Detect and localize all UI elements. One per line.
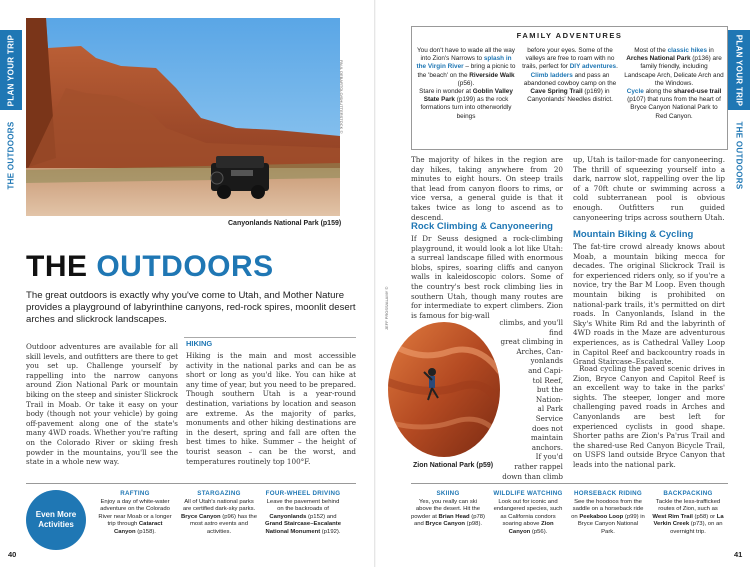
page-number-right: 41 xyxy=(734,550,743,559)
wrap-line: anchors. xyxy=(531,442,563,452)
photo-credit: PAUL DEBARTOLO/SHUTTERSTOCK © xyxy=(339,60,344,134)
title-word-the: THE xyxy=(26,250,88,283)
activity-wildlife-watching xyxy=(491,490,565,537)
activity-text: Tackle the less-trafficked routes of Zion, such as West Rim Trail (p58) or La Verkin Creek (p73), on an overnight trip. xyxy=(652,498,724,535)
wrap-line: If you'd xyxy=(535,452,563,462)
canyonlands-photo-image xyxy=(26,18,340,216)
rock-climbing-wrap-text xyxy=(495,318,563,481)
link-classic-hikes[interactable]: classic hikes xyxy=(667,47,708,54)
title-word-outdoors: OUTDOORS xyxy=(96,250,274,283)
family-adventures-box xyxy=(411,26,728,150)
wrap-line: rather rappel xyxy=(514,461,563,471)
right-sidebar xyxy=(728,0,750,567)
hiking-rule xyxy=(184,337,356,338)
activity-text: All of Utah's national parks are certified dark-sky parks. Bryce Canyon (p96) has the most astro events and activities. xyxy=(181,498,257,535)
activity-title: SKIING xyxy=(436,490,460,497)
rock-climbing-heading: Rock Climbing & Canyoneering xyxy=(411,221,553,232)
wrap-line: and Capi- xyxy=(528,365,563,375)
sidebar-tab-the-outdoors[interactable] xyxy=(728,110,750,200)
activity-title: FOUR-WHEEL DRIVING xyxy=(265,490,341,497)
activity-title: BACKPACKING xyxy=(663,490,713,497)
family-col-2: before your eyes. Some of the valleys are free to roam with no trails, perfect for DIY adventures. Climb ladders and pass an abandoned cowboy camp on the Cave Spring Trail (p169) in Canyonlands' Needles district. xyxy=(522,47,618,104)
left-sidebar xyxy=(0,0,22,567)
circle-photo-caption: Zion National Park (p59) xyxy=(413,462,494,469)
wrap-line: Nation- xyxy=(535,394,563,404)
zion-climber-image xyxy=(388,322,500,457)
left-body-text: Outdoor adventures are available for all skill levels, and outfitters are there to get you set up. Challenge yourself by rappelling into the narrow canyons around Zion National Park or mountain biking on the steep and sinister Slickrock Trail in Moab. Or take it easy on your body (though not your vehicle) by going off-pavement along one of the state's many 4WD roads. Whether you're rafting on the Colorado River or skiing fresh powder in the mountains, you'll see the state in a whole new way. xyxy=(26,342,178,467)
activity-rafting xyxy=(96,490,174,537)
family-adventures-title: FAMILY ADVENTURES xyxy=(516,31,623,40)
mountain-biking-text: The fat-tire crowd already knows about Moab, a mountain biking mecca for decades. The original Slickrock Trail is for experienced riders only, so if you're a novice, try the Bar M Loop. Even though mountain biking is prohibited on national-park trails, it's permitted on dirt roads. In Canyonlands, Island in the Sky's White Rim Rd and the labyrinth of 4WD roads in the Maze are adventurous experiences, as is Cathedral Valley Loop in Capitol Reef and backcountry roads in Grand Staircase–Escalante. xyxy=(573,242,725,367)
sidebar-tab-label: THE OUTDOORS xyxy=(734,120,744,190)
road-cycling-text: Road cycling the paved scenic drives in Zion, Bryce Canyon and Capitol Reef is an excellent way to take in the parks' sights. The steeper, longer and more challenging paved roads in Arches and Canyonlands are best left for experienced cyclists in good shape. Shorter paths are Zion's Pa'rus Trail and the shared-use Red Canyon Bicycle Trail, on USFS land outside Bryce Canyon that leads into the national park. xyxy=(573,364,725,469)
wrap-line: maintain xyxy=(530,433,563,443)
canyonlands-photo xyxy=(26,18,340,216)
family-col-3: Most of the classic hikes in Arches National Park (p136) are family friendly, including Landscape Arch, Delicate Arch and the Windows. Cycle along the shared-use trail (p107) that runs from the heart of Bryce Canyon National Park to Red Canyon. xyxy=(624,47,724,120)
activity-text: Yes, you really can ski above the desert. Hit the powder at Brian Head (p78) and Bryce Canyon (p98). xyxy=(411,498,486,528)
activity-title: HORSEBACK RIDING xyxy=(573,490,643,497)
wrap-line: does not xyxy=(532,423,563,433)
wrap-line: al Park xyxy=(537,404,563,414)
activity-skiing xyxy=(411,490,485,529)
canyoneering-text: up, Utah is tailor-made for canyoneering. The thrill of squeezing yourself into a dark, narrow slot, rappelling over the lip of a 70ft chute or swimming across a cold subterranean pool is obvious enough. Outfitters run guided canyoneering trips across southern Utah. xyxy=(573,155,725,222)
activity-text: Enjoy a day of white-water adventure on the Colorado River near Moab or a longer trip through Cataract Canyon (p158). xyxy=(98,498,172,535)
activity-text: Leave the pavement behind on the backroads of Canyonlands (p152) and Grand Staircase–Escalante National Monument (p192). xyxy=(265,498,341,535)
wrap-line: but the xyxy=(536,385,563,395)
activity-text: Look out for iconic and endangered species, such as California condors soaring above Zion Canyon (p56). xyxy=(493,498,563,535)
activity-title: WILDLIFE WATCHING xyxy=(493,490,563,497)
activity-horseback-riding xyxy=(571,490,645,537)
wrap-line: yonlands xyxy=(530,356,563,366)
link-climb-ladders[interactable]: Climb ladders xyxy=(530,71,573,79)
page-title xyxy=(26,250,274,284)
sidebar-tab-the-outdoors[interactable] xyxy=(0,110,22,200)
wrap-line: Arches, Can- xyxy=(516,346,563,356)
family-col-1: You don't have to wade all the way into Zion's Narrows to splash in the Virgin River – bring a picnic to the 'beach' on the Riverside Walk (p56). Stare in wonder at Goblin Valley State Park (p199) as the rock formations turn into otherworldly beings xyxy=(416,47,516,120)
activities-rule-left xyxy=(26,483,356,484)
hiking-heading: HIKING xyxy=(186,339,213,348)
hikes-intro-text: The majority of hikes in the region are day hikes, taking anywhere from 20 minutes to eight hours. On steep trails that lead from canyon floors to rims, or vice versa, a general guide is that it takes twice as long to ascend as to descend. xyxy=(411,155,563,222)
activity-four-wheel-driving xyxy=(264,490,342,537)
hiking-text: Hiking is the main and most accessible activity in the national parks and can be as short or long as you'd like. You can hike at any time of year, but you need to be prepared. Though southern Utah is a year-round destination, variations by location and season are extreme. As the majority of parks, monuments and other hiking destinations are in the desert, spring and fall are often the best times to hike. Summer – the height of tourist season – can be the worst, and temperatures routinely top 100°F. xyxy=(186,351,356,466)
wrap-line: climbs, and you'll find xyxy=(499,318,563,337)
activity-text: See the hoodoos from the saddle on a horseback ride on Peekaboo Loop (p99) in Bryce Canyon National Park. xyxy=(571,498,645,535)
even-more-activities-badge: Even More Activities xyxy=(26,490,86,550)
sidebar-tab-label: PLAN YOUR TRIP xyxy=(6,34,16,106)
intro-text: The great outdoors is exactly why you've come to Utah, and Mother Nature provides a playground of labyrinthine canyons, red-rock spires, moonlit desert arches and slickrock landscapes. xyxy=(26,290,356,325)
wrap-line: great climbing in xyxy=(500,337,563,347)
sidebar-tab-label: PLAN YOUR TRIP xyxy=(734,34,744,106)
sidebar-tab-label: THE OUTDOORS xyxy=(6,120,16,190)
sidebar-tab-plan-your-trip[interactable] xyxy=(728,30,750,110)
activities-rule-right xyxy=(411,483,728,484)
activity-backpacking xyxy=(651,490,725,537)
photo-credit: JEFF PROSS/ALAMY © xyxy=(384,286,389,330)
zion-climber-photo xyxy=(388,322,500,457)
link-splash-virgin-river[interactable]: splash in the Virgin River xyxy=(416,55,512,71)
link-diy-adventures[interactable]: DIY adventures xyxy=(569,63,617,71)
page-number-left: 40 xyxy=(8,550,17,559)
activity-stargazing xyxy=(180,490,258,537)
wrap-line: tol Reef, xyxy=(532,375,563,385)
rock-climbing-text: If Dr Seuss designed a rock-climbing playground, it would look a lot like Utah: a surreal landscape filled with enormous blobs, spires, soaring cliffs and canyon walls in kaleidoscopic colors. Some of the country's best rock climbing lies in southern Utah, though many routes are for intermediate to expert climbers. Zion is famous for big-wall xyxy=(411,234,563,320)
link-cycle[interactable]: Cycle xyxy=(626,88,644,96)
mountain-biking-heading: Mountain Biking & Cycling xyxy=(573,229,694,240)
activity-title: STARGAZING xyxy=(197,490,241,497)
photo-caption: Canyonlands National Park (p159) xyxy=(228,220,342,227)
activity-title: RAFTING xyxy=(120,490,150,497)
wrap-line: Service xyxy=(535,413,563,423)
book-spine xyxy=(374,0,376,567)
wrap-line: down than climb xyxy=(502,471,563,481)
sidebar-tab-plan-your-trip[interactable] xyxy=(0,30,22,110)
